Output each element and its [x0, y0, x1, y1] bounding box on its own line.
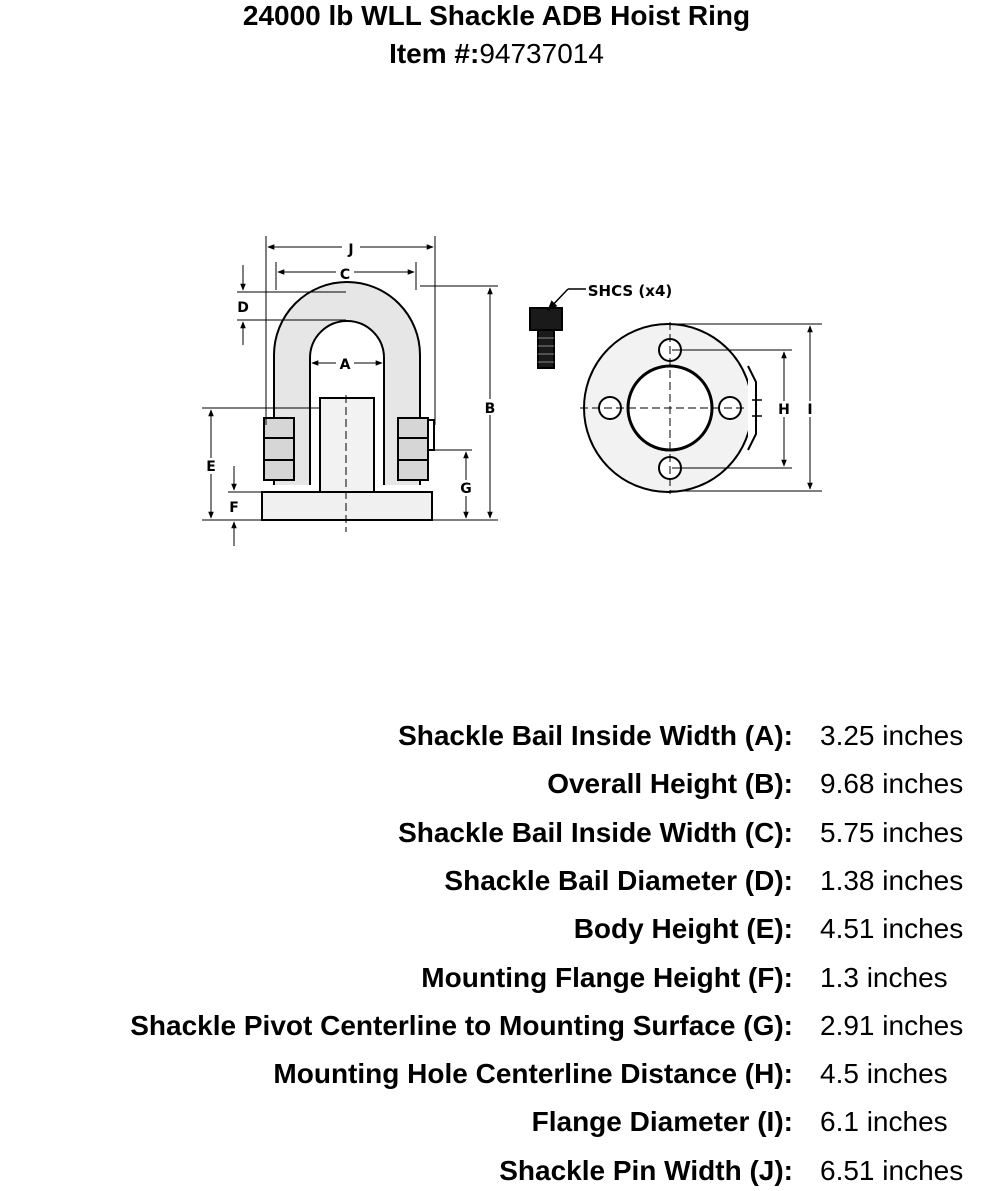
spec-row	[0, 1151, 993, 1191]
spec-row	[0, 1102, 993, 1142]
page-title: 24000 lb WLL Shackle ADB Hoist Ring	[242, 0, 751, 31]
cotter-pin	[428, 420, 434, 450]
spec-label: Shackle Bail Inside Width (C):	[398, 816, 793, 848]
spec-label: Mounting Hole Centerline Distance (H):	[273, 1058, 793, 1090]
spec-row	[0, 1054, 993, 1094]
label-g: G	[460, 481, 472, 497]
screw-icon	[530, 289, 586, 368]
mounting-flange	[262, 492, 432, 520]
spec-value: 5.75 inches	[820, 816, 964, 848]
label-f: F	[229, 500, 239, 516]
spec-row	[0, 958, 993, 998]
spec-value: 2.91 inches	[820, 1009, 964, 1041]
label-b: B	[484, 401, 496, 417]
label-i: I	[807, 402, 813, 418]
spec-value: 4.5 inches	[820, 1058, 948, 1090]
spec-row	[0, 909, 993, 949]
spec-label: Mounting Flange Height (F):	[421, 961, 793, 993]
pin-end	[748, 366, 756, 450]
spec-value: 4.51 inches	[820, 913, 964, 945]
spec-label: Flange Diameter (I):	[531, 1106, 793, 1138]
label-h: H	[778, 402, 790, 418]
spec-row	[0, 813, 993, 853]
spec-label: Shackle Bail Diameter (D):	[444, 864, 793, 896]
label-c: C	[339, 267, 351, 283]
spec-label: Shackle Bail Inside Width (A):	[398, 720, 793, 751]
spec-value: 9.68 inches	[820, 768, 964, 800]
spec-row	[0, 861, 993, 901]
spec-label: Shackle Pivot Centerline to Mounting Surface (G):	[130, 1009, 793, 1041]
spec-value: 1.3 inches	[820, 961, 948, 993]
spec-label: Overall Height (B):	[547, 768, 793, 800]
label-d: D	[237, 300, 249, 316]
item-number: 94737014	[479, 38, 604, 69]
spec-value: 3.25 inches	[820, 720, 964, 751]
spec-label: Body Height (E):	[573, 913, 793, 945]
spec-value: 1.38 inches	[820, 864, 964, 896]
spec-value: 6.1 inches	[820, 1106, 948, 1138]
spec-label: Shackle Pin Width (J):	[499, 1154, 793, 1186]
spec-row	[0, 1006, 993, 1046]
screw-callout: SHCS (x4)	[587, 282, 673, 300]
left-nut	[264, 418, 294, 480]
spec-value: 6.51 inches	[820, 1154, 964, 1186]
hoist-body	[320, 398, 374, 492]
spec-row	[0, 764, 993, 804]
right-nut	[398, 418, 428, 480]
item-label: Item #:	[389, 38, 480, 69]
label-a: A	[339, 357, 351, 373]
spec-row	[0, 716, 993, 756]
label-j: J	[348, 242, 354, 258]
label-e: E	[206, 459, 216, 475]
